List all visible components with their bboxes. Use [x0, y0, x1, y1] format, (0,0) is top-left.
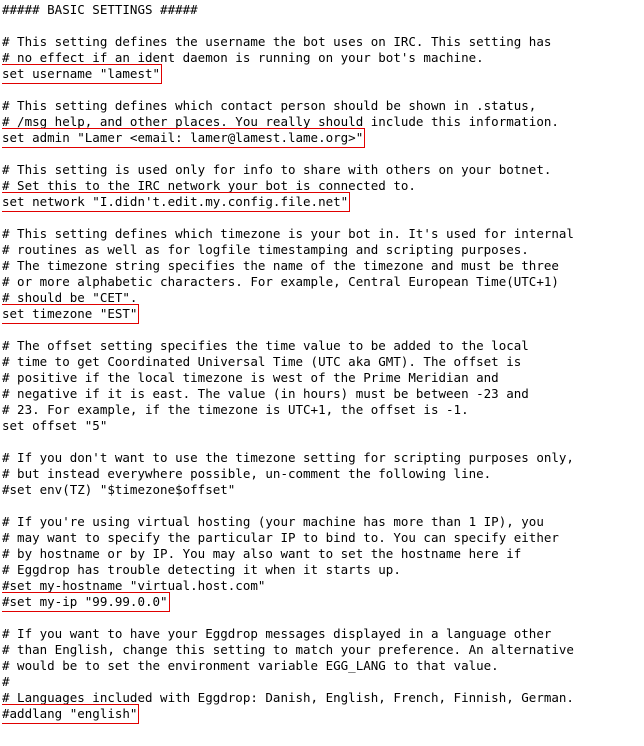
comment-line: # by hostname or by IP. You may also want to set the hostname here if — [2, 546, 522, 561]
comment-line: # The offset setting specifies the time value to be added to the local — [2, 338, 529, 353]
comment-line: # would be to set the environment variable EGG_LANG to that value. — [2, 658, 499, 673]
comment-line: ##### BASIC SETTINGS ##### — [2, 2, 198, 17]
setting-line: set offset "5" — [2, 418, 108, 433]
highlighted-setting-line: set admin "Lamer <email: lamer@lamest.lame.org>" — [2, 130, 364, 145]
comment-line: # 23. For example, if the timezone is UTC+1, the offset is -1. — [2, 402, 469, 417]
comment-line: # but instead everywhere possible, un-comment the following line. — [2, 466, 492, 481]
comment-line: # /msg help, and other places. You really should include this information. — [2, 114, 559, 129]
highlighted-setting-line: #addlang "english" — [2, 706, 138, 721]
comment-line: # routines as well as for logfile timestamping and scripting purposes. — [2, 242, 529, 257]
comment-line: # This setting defines the username the bot uses on IRC. This setting has — [2, 34, 552, 49]
comment-line: # no effect if an ident daemon is running on your bot's machine. — [2, 50, 484, 65]
comment-line: # This setting defines which contact person should be shown in .status, — [2, 98, 537, 113]
comment-line: # negative if it is east. The value (in hours) must be between -23 and — [2, 386, 529, 401]
comment-line: # Set this to the IRC network your bot is connected to. — [2, 178, 416, 193]
comment-line: # time to get Coordinated Universal Time (UTC aka GMT). The offset is — [2, 354, 522, 369]
comment-line: # If you want to have your Eggdrop messages displayed in a language other — [2, 626, 552, 641]
comment-line: # If you don't want to use the timezone setting for scripting purposes only, — [2, 450, 574, 465]
comment-line: # The timezone string specifies the name of the timezone and must be three — [2, 258, 559, 273]
highlighted-setting-line: set network "I.didn't.edit.my.config.file.net" — [2, 194, 349, 209]
comment-line: # Languages included with Eggdrop: Danish, English, French, Finnish, German. — [2, 690, 574, 705]
highlighted-setting-line: set username "lamest" — [2, 66, 161, 81]
comment-line: # or more alphabetic characters. For example, Central European Time(UTC+1) — [2, 274, 559, 289]
comment-line: # may want to specify the particular IP to bind to. You can specify either — [2, 530, 559, 545]
comment-line: # Eggdrop has trouble detecting it when it starts up. — [2, 562, 401, 577]
comment-line: #set env(TZ) "$timezone$offset" — [2, 482, 236, 497]
comment-line: # should be "CET". — [2, 290, 138, 305]
comment-line: # This setting defines which timezone is your bot in. It's used for internal — [2, 226, 574, 241]
comment-line: #set my-hostname "virtual.host.com" — [2, 578, 266, 593]
comment-line: # If you're using virtual hosting (your machine has more than 1 IP), you — [2, 514, 544, 529]
comment-line: # positive if the local timezone is west of the Prime Meridian and — [2, 370, 499, 385]
comment-line: # This setting is used only for info to share with others on your botnet. — [2, 162, 552, 177]
highlighted-setting-line: set timezone "EST" — [2, 306, 138, 321]
comment-line: # — [2, 674, 10, 689]
config-file-text — [2, 0, 642, 746]
comment-line: # than English, change this setting to match your preference. An alternative — [2, 642, 574, 657]
highlighted-setting-line: #set my-ip "99.99.0.0" — [2, 594, 168, 609]
